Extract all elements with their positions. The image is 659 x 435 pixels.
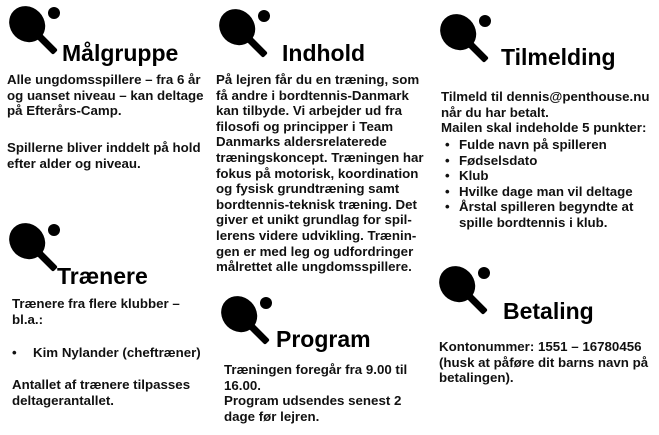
section-title-malgruppe: Målgruppe xyxy=(62,40,179,66)
tilmelding-text: Tilmeld til dennis@penthouse.nu når du har betalt. Mailen skal indeholde 5 punkter: xyxy=(441,89,650,136)
traenere-text-1: Trænere fra flere klubber – bl.a.: xyxy=(12,296,180,327)
section-title-traenere: Trænere xyxy=(57,263,148,289)
table-tennis-paddle-icon xyxy=(436,263,494,321)
traenere-text-2: Antallet af trænere tilpasses deltagerantallet. xyxy=(12,377,191,408)
traenere-bullet-text: Kim Nylander (cheftræner) xyxy=(33,345,201,360)
section-title-program: Program xyxy=(276,326,371,352)
list-item: • Fulde navn på spilleren xyxy=(441,137,656,153)
list-item: • Fødselsdato xyxy=(441,153,656,169)
malgruppe-text-2: Spillerne bliver inddelt på hold efter alder og niveau. xyxy=(7,140,201,171)
table-tennis-paddle-icon xyxy=(218,293,276,351)
section-title-indhold: Indhold xyxy=(282,40,366,66)
program-text: Træningen foregår fra 9.00 til 16.00. Program udsendes senest 2 dage før lejren. xyxy=(224,362,408,424)
indhold-text: På lejren får du en træning, som få andre i bordtennis-Danmark kan tilbyde. Vi arbejder ud fra filosofi og principper i Team Danmarks aldersrelaterede træningskoncept. Træningen har fokus på motorisk, koordination og fysisk grundtræning samt bordtennis-teknisk træning. Det giver et unikt grundlag for spil- lerens videre udvikling. Trænin- gen er med leg og udfordringer målrettet alle ungdomsspillere. xyxy=(216,72,424,275)
bullet-marker: • xyxy=(12,345,17,360)
betaling-text: Kontonummer: 1551 – 16780456 (husk at påføre dit barns navn på betalingen). xyxy=(439,339,649,386)
tilmelding-points xyxy=(441,137,656,231)
list-item: • Årstal spilleren begyndte at spille bordtennis i klub. xyxy=(441,199,656,230)
table-tennis-paddle-icon xyxy=(6,220,64,278)
malgruppe-text-1: Alle ungdomsspillere – fra 6 år og uanset niveau – kan deltage på Efterårs-Camp. xyxy=(7,72,204,119)
section-title-betaling: Betaling xyxy=(503,298,594,324)
section-title-tilmelding: Tilmelding xyxy=(501,44,616,70)
table-tennis-paddle-icon xyxy=(6,3,64,61)
table-tennis-paddle-icon xyxy=(216,6,274,64)
list-item: • Hvilke dage man vil deltage xyxy=(441,184,656,200)
list-item: • Klub xyxy=(441,168,656,184)
table-tennis-paddle-icon xyxy=(437,11,495,69)
traenere-bullet xyxy=(12,345,201,361)
